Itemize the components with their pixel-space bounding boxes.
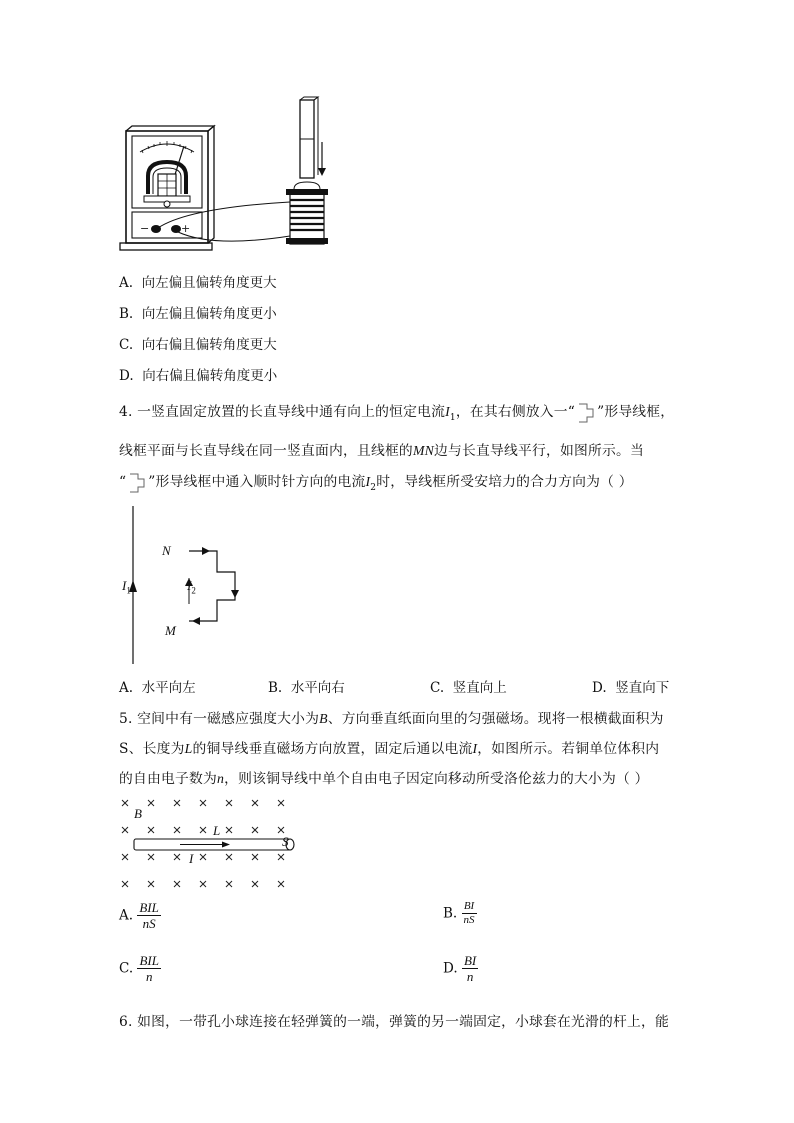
q4-option-d[interactable]: D. 竖直向下 — [592, 680, 670, 696]
minus-label: − — [140, 222, 150, 235]
field-cross — [148, 800, 154, 806]
q4-option-a[interactable]: A. 水平向左 — [119, 680, 196, 696]
fraction: $\frac{BI}{n}$ — [463, 953, 477, 984]
label-S: S — [282, 834, 289, 849]
field-cross — [200, 881, 206, 887]
field-cross — [278, 854, 284, 860]
field-cross — [200, 854, 206, 860]
field-cross — [278, 881, 284, 887]
plus-terminal — [171, 225, 181, 233]
fraction: $\frac{\text{BIL}}{nS}$ — [139, 900, 159, 931]
label-L: L — [213, 823, 221, 838]
field-cross — [122, 827, 128, 833]
q6-line-1: 6. 如图，一带孔小球连接在轻弹簧的一端，弹簧的另一端固定，小球套在光滑的杆上，能 — [119, 1014, 670, 1030]
label-I2: $I_2$ — [187, 578, 196, 596]
field-cross — [174, 854, 180, 860]
field-cross — [122, 800, 128, 806]
q4-line-1: 4. 一竖直固定放置的长直导线中通有向上的恒定电流$I_1$，在其右侧放入一“ ”形导线框， — [119, 400, 674, 424]
label-M: M — [165, 623, 176, 638]
q3-option-a[interactable]: A. 向左偏且偏转角度更大 — [119, 275, 277, 291]
fraction: $\frac{BI}{nS}$ — [463, 900, 475, 926]
q5-line-1: 5. 空间中有一磁感应强度大小为B、方向垂直纸面向里的匀强磁场。现将一根横截面积为 — [119, 711, 664, 727]
label-B: B — [134, 806, 142, 821]
field-cross — [148, 827, 154, 833]
q3-option-c[interactable]: C. 向右偏且偏转角度更大 — [119, 337, 277, 353]
field-cross — [278, 827, 284, 833]
q5-line-2: S、长度为L的铜导线垂直磁场方向放置，固定后通以电流I，如图所示。若铜单位体积内 — [119, 741, 660, 757]
q4-line-2: 线框平面与长直导线在同一竖直面内，且线框的MN边与长直导线平行，如图所示。当 — [119, 443, 644, 459]
fraction: $\frac{\text{BIL}}{n}$ — [139, 953, 159, 984]
field-cross — [122, 854, 128, 860]
field-svg — [118, 794, 308, 894]
label-I: I — [189, 851, 194, 866]
q5-option-d[interactable]: D. $\frac{BI}{n}$ — [443, 953, 477, 984]
q5-option-a[interactable]: A. $\frac{\text{BIL}}{nS}$ — [119, 900, 159, 931]
magnetic-field-figure — [118, 794, 308, 894]
q5-line-3: 的自由电子数为n，则该铜导线中单个自由电子因定向移动所受洛伦兹力的大小为（ ） — [119, 771, 649, 787]
conducting-frame — [189, 551, 235, 621]
field-cross — [226, 827, 232, 833]
q4-line-3: “ ”形导线框中通入顺时针方向的电流$I_2$时，导线框所受安培力的合力方向为（ ） — [119, 470, 633, 494]
field-cross — [252, 854, 258, 860]
field-cross — [200, 827, 206, 833]
label-N: N — [162, 543, 171, 558]
field-cross — [122, 881, 128, 887]
field-cross — [226, 854, 232, 860]
field-cross — [252, 827, 258, 833]
q5-option-c[interactable]: C. $\frac{\text{BIL}}{n}$ — [119, 953, 159, 984]
q3-option-d[interactable]: D. 向右偏且偏转角度更小 — [119, 368, 278, 384]
field-cross — [278, 800, 284, 806]
field-cross — [252, 800, 258, 806]
frame-shape-icon — [127, 472, 147, 494]
galvanometer-coil-figure — [118, 96, 358, 258]
q4-option-b[interactable]: B. 水平向右 — [268, 680, 345, 696]
field-cross — [226, 881, 232, 887]
label-I1: $I_1$ — [122, 578, 131, 596]
field-cross — [200, 800, 206, 806]
field-cross — [174, 827, 180, 833]
q4-option-c[interactable]: C. 竖直向上 — [430, 680, 507, 696]
q3-option-b[interactable]: B. 向左偏且偏转角度更小 — [119, 306, 277, 322]
field-cross — [174, 800, 180, 806]
plus-label: + — [181, 222, 191, 235]
field-cross — [174, 881, 180, 887]
frame-shape-icon — [576, 402, 596, 424]
field-cross — [148, 881, 154, 887]
q5-option-b[interactable]: B. $\frac{BI}{nS}$ — [443, 900, 475, 926]
minus-terminal — [151, 225, 161, 233]
field-cross — [252, 881, 258, 887]
field-cross — [148, 854, 154, 860]
field-cross — [226, 800, 232, 806]
